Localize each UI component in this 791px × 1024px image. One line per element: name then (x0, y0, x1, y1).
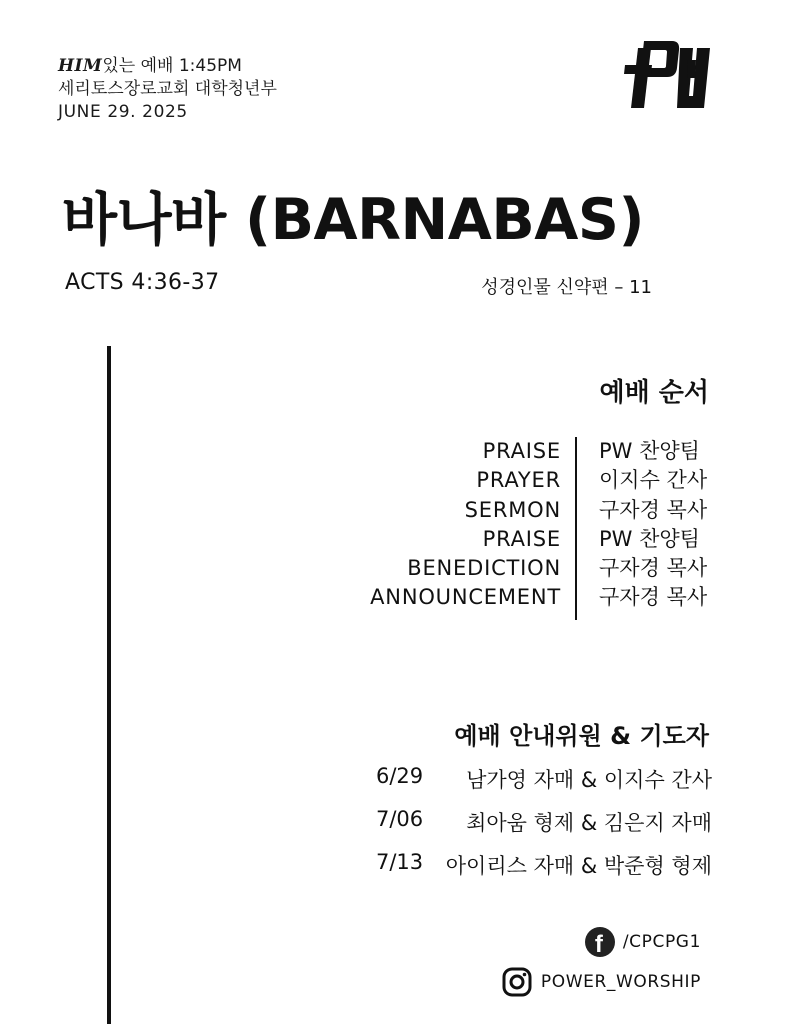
usher-date: 7/06 (376, 807, 424, 831)
order-leader: 구자경 목사 (599, 497, 708, 522)
order-leader: PW 찬양팀 (599, 526, 700, 551)
header-info (58, 55, 277, 124)
church-name: 세리토스장로교회 대학청년부 (58, 79, 277, 99)
instagram-link[interactable] (501, 966, 701, 998)
instagram-handle: POWER_WORSHIP (540, 972, 701, 992)
instagram-icon (501, 966, 533, 998)
order-part: ANNOUNCEMENT (370, 585, 561, 610)
order-leader: PW 찬양팀 (599, 439, 700, 463)
left-divider (107, 346, 111, 1024)
service-time: 있는 예배 1:45PM (102, 56, 242, 76)
scripture-reference: ACTS 4:36-37 (65, 270, 220, 295)
order-part: BENEDICTION (407, 556, 561, 581)
order-part: PRAISE (482, 526, 561, 551)
order-parts (370, 437, 561, 613)
service-date: JUNE 29. 2025 (58, 102, 188, 122)
order-leaders (599, 437, 707, 613)
facebook-link[interactable] (585, 927, 701, 957)
usher-row (376, 764, 712, 794)
order-leader: 구자경 목사 (599, 585, 708, 610)
order-part: PRAYER (476, 468, 561, 493)
usher-date: 6/29 (376, 764, 424, 788)
usher-row (376, 807, 712, 837)
usher-names: 최아움 형제 & 김은지 자매 (466, 811, 712, 835)
order-part: SERMON (464, 497, 561, 522)
service-time-line (58, 55, 277, 78)
order-leader: 구자경 목사 (599, 556, 708, 581)
facebook-handle: /CPCPG1 (622, 932, 701, 952)
order-divider (575, 437, 577, 620)
usher-date: 7/13 (376, 850, 424, 874)
sermon-title: 바나바 (BARNABAS) (62, 187, 645, 253)
usher-names: 남가영 자매 & 이지수 간사 (466, 768, 712, 792)
order-leader: 이지수 간사 (599, 468, 708, 493)
usher-names: 아이리스 자매 & 박준형 형제 (445, 854, 712, 878)
usher-row (376, 850, 712, 880)
order-heading: 예배 순서 (599, 378, 709, 408)
ushers-heading: 예배 안내위원 & 기도자 (454, 722, 709, 750)
pw-logo (622, 38, 716, 110)
him-label: HIM (58, 56, 103, 76)
facebook-icon: f (585, 927, 615, 957)
sermon-series: 성경인물 신약편 – 11 (481, 277, 652, 298)
order-part: PRAISE (482, 439, 561, 463)
